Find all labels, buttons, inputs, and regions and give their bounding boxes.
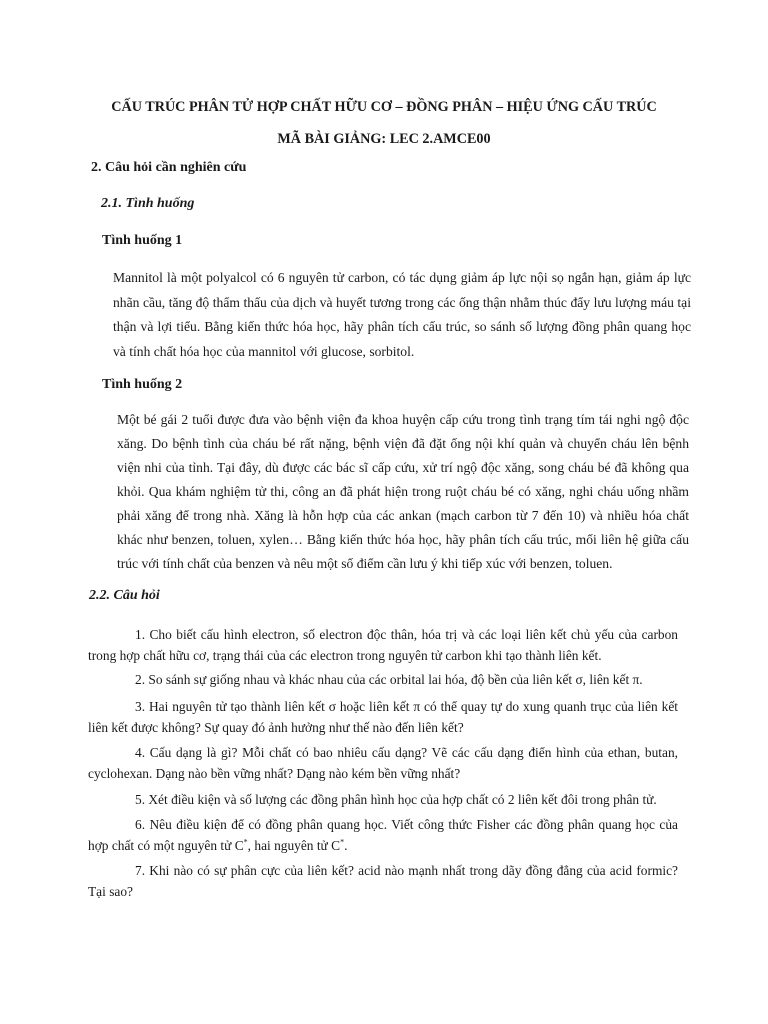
question-item: 4. Cấu dạng là gì? Mỗi chất có bao nhiêu cấu dạng? Vẽ các cấu dạng điển hình của ethan, butan, cyclohexan. Dạng nào bền vững nhất? Dạng nào kém bền vững nhất?: [88, 745, 678, 781]
question-item: 1. Cho biết cấu hình electron, số electron độc thân, hóa trị và các loại liên kết chủ yếu của carbon trong hợp chất hữu cơ, trạng thái của các electron trong nguyên tử carbon khi tạo thành liên kết.: [88, 627, 678, 663]
subsection-heading-questions: 2.2. Câu hỏi: [89, 588, 160, 603]
question-item: 7. Khi nào có sự phân cực của liên kết? acid nào mạnh nhất trong dãy đồng đẳng của acid formic? Tại sao?: [88, 863, 678, 899]
situation-2-text: Một bé gái 2 tuổi được đưa vào bệnh viện đa khoa huyện cấp cứu trong tình trạng tím tái nghi ngộ độc xăng. Do bệnh tình của cháu bé rất nặng, bệnh viện đã đặt ống nội khí quản và chuyển cháu lên bệnh viện nhi của tỉnh. Tại đây, dù được các bác sĩ cấp cứu, xử trí ngộ độc xăng, song cháu bé đã không qua khỏi. Qua khám nghiệm tử thi, công an đã phát hiện trong ruột cháu bé có xăng, nghi cháu uống nhầm phải xăng để trong nhà. Xăng là hỗn hợp của các ankan (mạch carbon từ 7 đến 10) và nhiều hóa chất khác như benzen, toluen, xylen… Bằng kiến thức hóa học, hãy phân tích cấu trúc, mối liên hệ giữa cấu trúc với tính chất của benzen và nêu một số điểm cần lưu ý khi tiếp xúc với benzen, toluen.: [117, 412, 689, 571]
question-item: 3. Hai nguyên tử tạo thành liên kết σ hoặc liên kết π có thể quay tự do xung quanh trục của liên kết liên kết được không? Sự quay đó ảnh hưởng như thế nào đến liên kết?: [88, 699, 678, 735]
situation-1-heading: Tình huống 1: [102, 233, 183, 248]
document-title: CẤU TRÚC PHÂN TỬ HỢP CHẤT HỮU CƠ – ĐỒNG PHÂN – HIỆU ỨNG CẤU TRÚC: [111, 99, 657, 115]
question-item: 2. So sánh sự giống nhau và khác nhau của các orbital lai hóa, độ bền của liên kết σ, liên kết π.: [135, 672, 643, 687]
lecture-code: MÃ BÀI GIẢNG: LEC 2.AMCE00: [277, 131, 491, 147]
situation-1-text: Mannitol là một polyalcol có 6 nguyên tử carbon, có tác dụng giảm áp lực nội sọ ngắn hạn, giảm áp lực nhãn cầu, tăng độ thẩm thấu của dịch và huyết tương trong các ống thận nhằm thúc đẩy lưu lượng máu tại thận và lợi tiểu. Bằng kiến thức hóa học, hãy phân tích cấu trúc, so sánh số lượng đồng phân quang học và tính chất hóa học của mannitol với glucose, sorbitol.: [113, 270, 691, 359]
situation-2-heading: Tình huống 2: [102, 377, 183, 392]
subsection-heading-situations: 2.1. Tình huống: [101, 196, 195, 211]
question-item: 5. Xét điều kiện và số lượng các đồng phân hình học của hợp chất có 2 liên kết đôi trong phân tử.: [135, 792, 657, 807]
section-heading: 2. Câu hỏi cần nghiên cứu: [91, 160, 247, 175]
question-item: 6. Nêu điều kiện để có đồng phân quang học. Viết công thức Fisher các đồng phân quang học của hợp chất có một nguyên tử C*, hai nguyên tử C*.: [88, 817, 678, 853]
